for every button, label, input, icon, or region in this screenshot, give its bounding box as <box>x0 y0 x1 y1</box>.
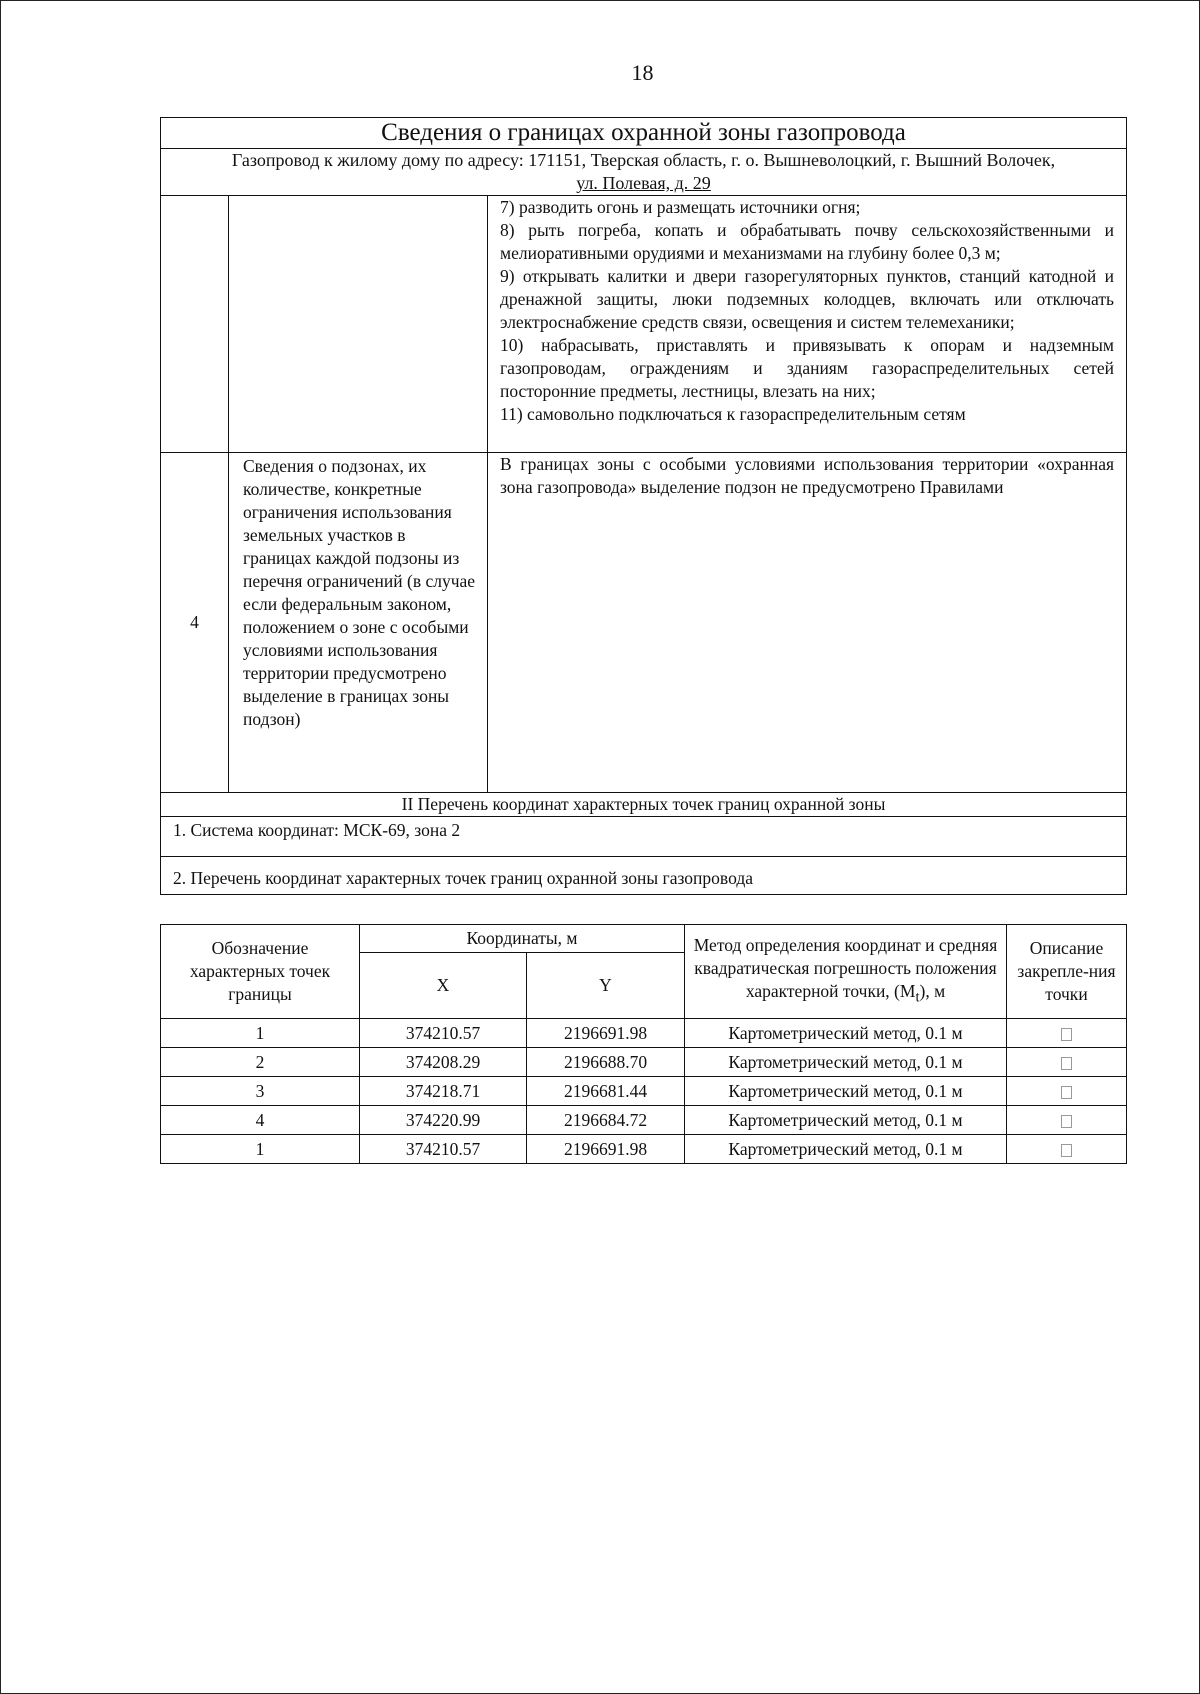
method-header-tail: ), м <box>919 980 946 1001</box>
x-cell: 374210.57 <box>360 1135 527 1164</box>
empty-box-icon <box>1061 1086 1072 1099</box>
subzones-row <box>161 453 1127 793</box>
point-cell: 1 <box>161 1135 360 1164</box>
table-row <box>161 1019 1127 1048</box>
x-cell: 374208.29 <box>360 1048 527 1077</box>
list-title-row <box>161 857 1127 895</box>
subzones-text: В границах зоны с особыми условиями использования территории «охранная зона газопровода» выделение подзон не предусмотрено Правилами <box>488 453 1127 793</box>
address-line-2-text: ул. Полевая, д. 29 <box>576 173 711 193</box>
point-cell: 3 <box>161 1077 360 1106</box>
empty-box-icon <box>1061 1028 1072 1041</box>
method-cell: Картометрический метод, 0.1 м <box>685 1135 1007 1164</box>
table-row <box>161 1048 1127 1077</box>
description-cell <box>1007 1048 1127 1077</box>
restriction-item: 8) рыть погреба, копать и обрабатывать почву сельскохозяйственными и мелиоративными орудиями и механизмами на глубину более 0,3 м; <box>500 220 1115 263</box>
empty-box-icon <box>1061 1115 1072 1128</box>
coordinate-system: 1. Система координат: МСК-69, зона 2 <box>161 817 1127 857</box>
table-row <box>161 1077 1127 1106</box>
coordinates-list-title: 2. Перечень координат характерных точек границ охранной зоны газопровода <box>161 857 1127 895</box>
y-cell: 2196691.98 <box>527 1135 685 1164</box>
point-cell: 4 <box>161 1106 360 1135</box>
method-header <box>685 925 1007 1019</box>
zone-info-table <box>160 117 1127 895</box>
address <box>161 149 1127 196</box>
y-cell: 2196681.44 <box>527 1077 685 1106</box>
address-line-2 <box>173 172 1114 195</box>
y-cell: 2196688.70 <box>527 1048 685 1077</box>
document-title: Сведения о границах охранной зоны газопровода <box>161 118 1127 149</box>
title-row <box>161 118 1127 149</box>
restriction-item: 7) разводить огонь и размещать источники огня; <box>500 197 861 217</box>
method-header-sub: t <box>915 989 920 1006</box>
description-cell <box>1007 1077 1127 1106</box>
section2-title-row <box>161 793 1127 817</box>
method-cell: Картометрический метод, 0.1 м <box>685 1077 1007 1106</box>
coords-header-row-1 <box>161 925 1127 953</box>
point-header: Обозначение характерных точек границы <box>161 925 360 1019</box>
row-number: 4 <box>161 453 229 793</box>
restrictions-row <box>161 196 1127 453</box>
crs-row <box>161 817 1127 857</box>
coordinates-table <box>160 924 1127 1164</box>
restriction-item: 9) открывать калитки и двери газорегуляторных пунктов, станций катодной и дренажной защиты, люки подземных колодцев, включать или отключать электроснабжение средств связи, освещения и систем телемеханики; <box>500 266 1115 332</box>
restrictions-num-cell <box>161 196 229 453</box>
restriction-item: 11) самовольно подключаться к газораспределительным сетям <box>500 404 966 424</box>
description-cell <box>1007 1019 1127 1048</box>
y-cell: 2196684.72 <box>527 1106 685 1135</box>
restrictions-label-cell <box>229 196 488 453</box>
method-cell: Картометрический метод, 0.1 м <box>685 1048 1007 1077</box>
method-cell: Картометрический метод, 0.1 м <box>685 1106 1007 1135</box>
restrictions-list <box>488 196 1127 453</box>
x-header: X <box>360 953 527 1019</box>
x-cell: 374220.99 <box>360 1106 527 1135</box>
address-row <box>161 149 1127 196</box>
subzones-label: Сведения о подзонах, их количестве, конкретные ограничения использования земельных участков в границах каждой подзоны из перечня ограничений (в случае если федеральным законом, положением о зоне с особыми условиями использования территории предусмотрено выделение в границах зоны подзон) <box>229 453 488 793</box>
empty-box-icon <box>1061 1057 1072 1070</box>
y-header: Y <box>527 953 685 1019</box>
coords-header: Координаты, м <box>360 925 685 953</box>
point-cell: 1 <box>161 1019 360 1048</box>
method-header-text: Метод определения координат и средняя квадратическая погрешность положения характерной точки, (M <box>693 934 998 1001</box>
description-header: Описание закрепле-ния точки <box>1007 925 1127 1019</box>
y-cell: 2196691.98 <box>527 1019 685 1048</box>
address-line-1: Газопровод к жилому дому по адресу: 171151, Тверская область, г. о. Вышневолоцкий, г. Вышний Волочек, <box>231 150 1056 170</box>
method-cell: Картометрический метод, 0.1 м <box>685 1019 1007 1048</box>
x-cell: 374210.57 <box>360 1019 527 1048</box>
point-cell: 2 <box>161 1048 360 1077</box>
section-title: II Перечень координат характерных точек границ охранной зоны <box>161 793 1127 817</box>
page-number: 18 <box>631 60 654 85</box>
description-cell <box>1007 1135 1127 1164</box>
description-cell <box>1007 1106 1127 1135</box>
empty-box-icon <box>1061 1144 1072 1157</box>
table-row <box>161 1135 1127 1164</box>
restriction-item: 10) набрасывать, приставлять и привязывать к опорам и надземным газопроводам, ограждениям и зданиям газораспределительных сетей посторонние предметы, лестницы, влезать на них; <box>500 335 1115 401</box>
table-row <box>161 1106 1127 1135</box>
x-cell: 374218.71 <box>360 1077 527 1106</box>
